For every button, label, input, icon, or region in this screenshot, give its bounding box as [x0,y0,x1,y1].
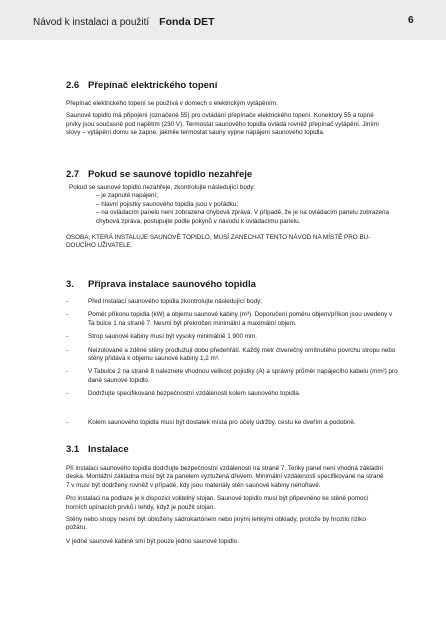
list-item [66,419,421,427]
bullet-dash: - [66,346,69,354]
section-title: Příprava instalace saunového topidla [88,279,256,290]
paragraph-line: Pro instalaci na podlaze je k dispozici volitelný stojan. Saunové topidlo musí být připevněno ke stěně pomocí [66,495,369,503]
header-title [33,16,215,28]
list-item [66,311,421,328]
bullet-dash: - [66,418,69,426]
section-3-1 [66,444,406,455]
list-item-text: Před instalací saunového topidla zkontrolujte následující body: [88,298,262,305]
section-title: Přepínač elektrického topení [88,80,218,91]
paragraph-line: Saunové topidlo má připojení (označené 55) pro ovládání přepínače elektrického topení. Konektory 55 a topné [66,112,374,120]
list-item [66,347,421,364]
model-name: Fonda DET [159,16,215,28]
check-item: – je zapnuté napájení; [96,192,158,200]
list-item-text: dané saunové topidlo. [88,376,150,384]
installer-warning [66,234,416,251]
section-2-7-body [69,184,419,226]
paragraph-line: Při instalaci saunového topidla dodržujte bezpečnostní vzdálenosti na straně 7. Teriky panel není vhodná základní [66,465,384,472]
list-item-text: Poměr příkonu topidla (kW) a objemu saunové kabiny (m³). Doporučení poměru objem/příkon jsou uvedeny v [88,311,393,319]
check-item: – na ovládacím panelu není zobrazena chybová zpráva. V případě, že je na ovládacím panelu zobrazena [96,209,389,217]
preparation-checklist [66,298,421,427]
section-number: 2.7 [66,169,80,180]
bullet-dash: - [66,368,69,376]
section-heading [66,80,406,91]
section-3-1-body [66,465,421,546]
section-heading [66,279,406,290]
check-item: – hlavní pojistky saunového topidla jsou v pořádku; [96,200,239,208]
section-number: 3.1 [66,444,80,455]
paragraph-line: deska. Montážní základna musí být za panelem vyztužená dřevem. Minimální vzdálenosti specifikované na straně [66,473,384,481]
section-number: 3. [66,279,74,290]
page-number: 6 [408,15,414,26]
warning-line: OSOBA, KTERÁ INSTALUJE SAUNOVÉ TOPIDLO, MUSÍ ZANECHAT TENTO NÁVOD NA MÍSTĚ PRO BU- [66,234,371,241]
list-item-text: Ta bulce 1 na straně 7. Nesmí být překročen minimální a maximální objem. [88,319,297,327]
section-title: Pokud se saunové topidlo nezahřeje [88,169,253,180]
section-heading [66,444,406,455]
list-item-text: Strop saunové kabiny musí být vysoký minimálně 1 900 mm. [88,333,258,341]
list-item-text: stěny přidává k objemu saunové kabiny 1,2 m³. [88,355,220,363]
paragraph-line: Stěny nebo stropy nesmí být obloženy sádrokartónem nebo jinými lehkými obklady, protože by hrozilo riziko [66,516,366,524]
list-item [66,368,421,385]
section-2-7 [66,169,406,180]
paragraph-line: 7 v musí být dodrženy rovněž v případě, kdy jsou materiály stěn saunové kabiny nehořlavé. [66,481,321,489]
section-2-6-body [66,100,416,138]
paragraph: Pokud se saunové topidlo nezahřeje, zkontrolujte následující body: [69,184,256,191]
list-item [66,298,421,306]
paragraph-line: horních upínacích prvků i tehdy, když je použit stojan. [66,503,215,511]
section-title: Instalace [88,444,129,455]
paragraph-line: slovy – vytápění domu se zapne, jakmile termostat sauny vypne napájení saunového topidla. [66,129,325,137]
section-3 [66,279,406,290]
list-item-text: Dodržujte specifikované bezpečnostní vzdálenosti kolem saunového topidla. [88,390,301,398]
bullet-dash: - [66,311,69,319]
list-item-text: V Tabulce 2 na straně 8 naleznete vhodnou velikost pojistky (A) a správný průměr napájecího kabelu (mm²) pro [88,368,398,376]
section-heading [66,169,406,180]
section-2-6 [66,80,406,91]
check-item: chybová zpráva, postupujte podle pokynů v návodu k ovládacímu panelu. [96,217,301,225]
paragraph: Přepínač elektrického topení se používá v domech s elektrickým vytápěním. [66,100,278,107]
list-item [66,390,421,398]
page-header [0,0,446,40]
list-item [66,333,421,341]
paragraph-line: prvky jsou současně pod napětím (230 V). Termostat saunového topidla ovládá rovněž přepínač vytápění. Jiními [66,120,379,128]
bullet-dash: - [66,390,69,398]
list-item-text: Kolem saunového topidla musí být dostatek místa pro účely údržby, cestu ke dveřím a podobně. [88,418,356,426]
section-number: 2.6 [66,80,80,91]
paragraph-line: požáru. [66,524,88,532]
manual-subtitle: Návod k instalaci a použití [33,17,150,28]
list-item-text: Neizolované a zděné stěny prodlužují dobu předehřátí. Každý metr čtverečný omítnutého povrchu stropu nebo [88,346,396,354]
paragraph: V jedné saunové kabině smí být pouze jedno saunové topidlo. [66,537,239,545]
bullet-dash: - [66,298,69,305]
bullet-dash: - [66,333,69,341]
warning-line: DOUCÍHO UŽIVATELE. [66,242,133,250]
